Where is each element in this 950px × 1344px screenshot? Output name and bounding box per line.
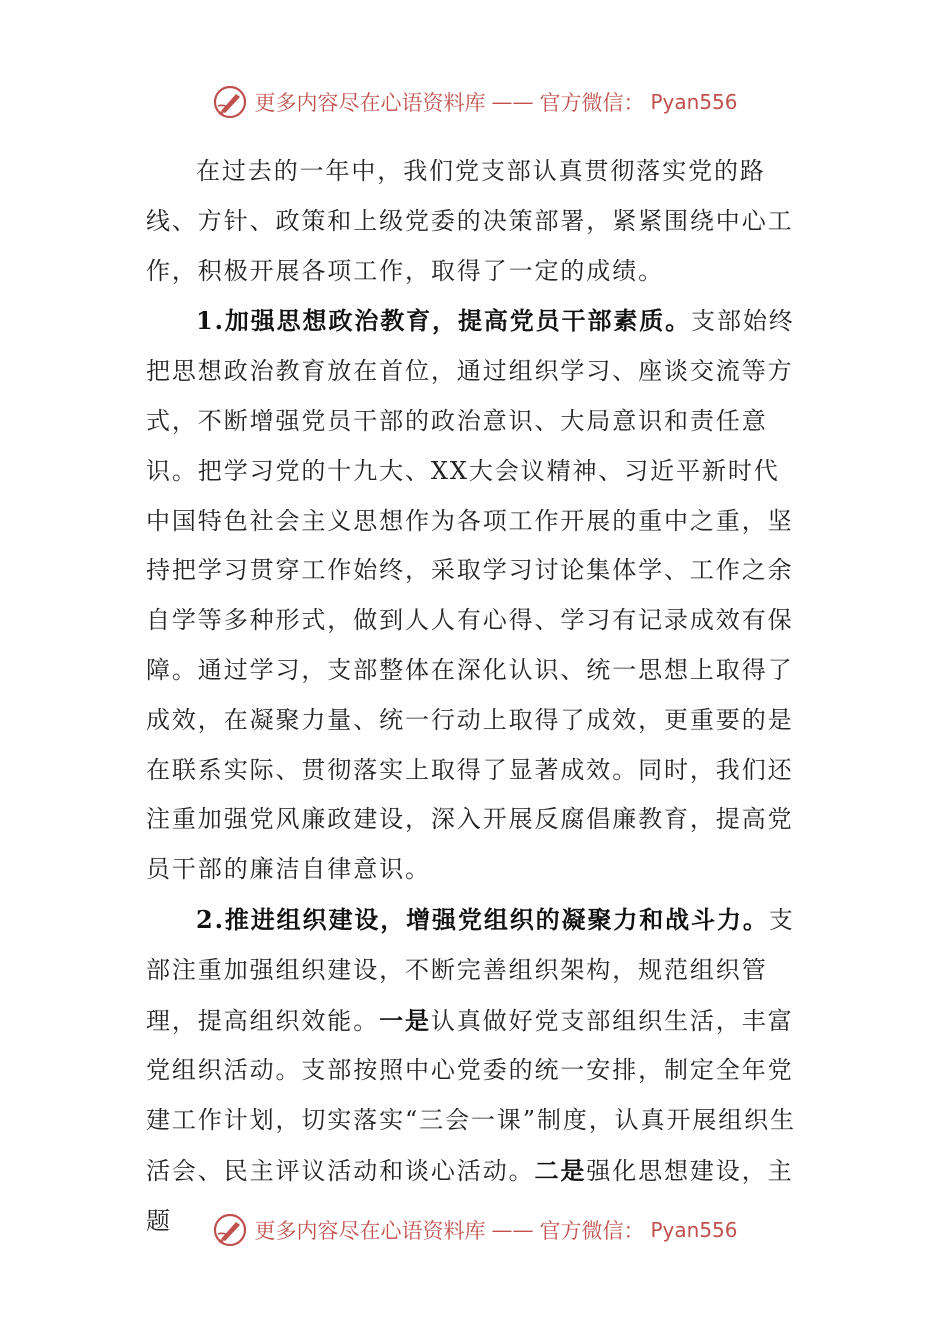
- paragraph-item-2-text-b: 认真做好党支部组织生活，丰富党组织活动。支部按照中心党委的统一安排，制定全年党建工作计划，切实落实“三会一课”制度，认真开展组织生活会、民主评议活动和谈心活动。: [146, 1006, 796, 1185]
- paragraph-intro-text: 在过去的一年中，我们党支部认真贯彻落实党的路线、方针、政策和上级党委的决策部署，紧紧围绕中心工作，积极开展各项工作，取得了一定的成绩。: [146, 157, 794, 285]
- watermark-banner-top: [0, 82, 950, 122]
- watermark-banner-bottom: [0, 1210, 950, 1250]
- paragraph-item-2-heading: 2.推进组织建设，增强党组织的凝聚力和战斗力。: [196, 904, 769, 934]
- paragraph-item-2-emphasis-2: 二是: [534, 1155, 587, 1185]
- paragraph-item-2-text-c: 强化思想建设，主题: [146, 1156, 794, 1235]
- watermark-dash: ——: [491, 1218, 534, 1242]
- paragraph-item-1-heading: 1.加强思想政治教育，提高党员干部素质。: [196, 306, 692, 336]
- paragraph-item-1: [146, 296, 796, 895]
- watermark-wechat-label: 官方微信：: [539, 91, 645, 115]
- paragraph-item-2-text-a: 支部注重加强组织建设，不断完善组织架构，规范组织管理，提高组织效能。: [146, 905, 795, 1035]
- watermark-site-text: 更多内容尽在心语资料库: [254, 1219, 486, 1243]
- paragraph-item-2: [146, 895, 796, 1247]
- paragraph-item-2-emphasis-1: 一是: [379, 1005, 431, 1035]
- pen-logo-icon: [212, 1212, 248, 1248]
- watermark-dash: ——: [491, 90, 534, 114]
- paragraph-intro: [146, 147, 796, 296]
- watermark-handle: Pyan556: [650, 1218, 738, 1242]
- paragraph-item-1-text: 支部始终把思想政治教育放在首位，通过组织学习、座谈交流等方式，不断增强党员干部的政治意识、大局意识和责任意识。把学习党的十九大、XX大会议精神、习近平新时代中国特色社会主义思想作为各项工作开展的重中之重，坚持把学习贯穿工作始终，采取学习讨论集体学、工作之余自学等多种形式，做到人人有心得、学习有记录成效有保障。通过学习，支部整体在深化认识、统一思想上取得了成效，在凝聚力量、统一行动上取得了成效，更重要的是在联系实际、贯彻落实上取得了显著成效。同时，我们还注重加强党风廉政建设，深入开展反腐倡廉教育，提高党员干部的廉洁自律意识。: [146, 307, 795, 884]
- document-body: [146, 147, 796, 1247]
- pen-logo-icon: [212, 84, 248, 120]
- watermark-wechat-label: 官方微信：: [539, 1219, 645, 1243]
- watermark-handle: Pyan556: [650, 90, 738, 114]
- watermark-site-text: 更多内容尽在心语资料库: [254, 91, 486, 115]
